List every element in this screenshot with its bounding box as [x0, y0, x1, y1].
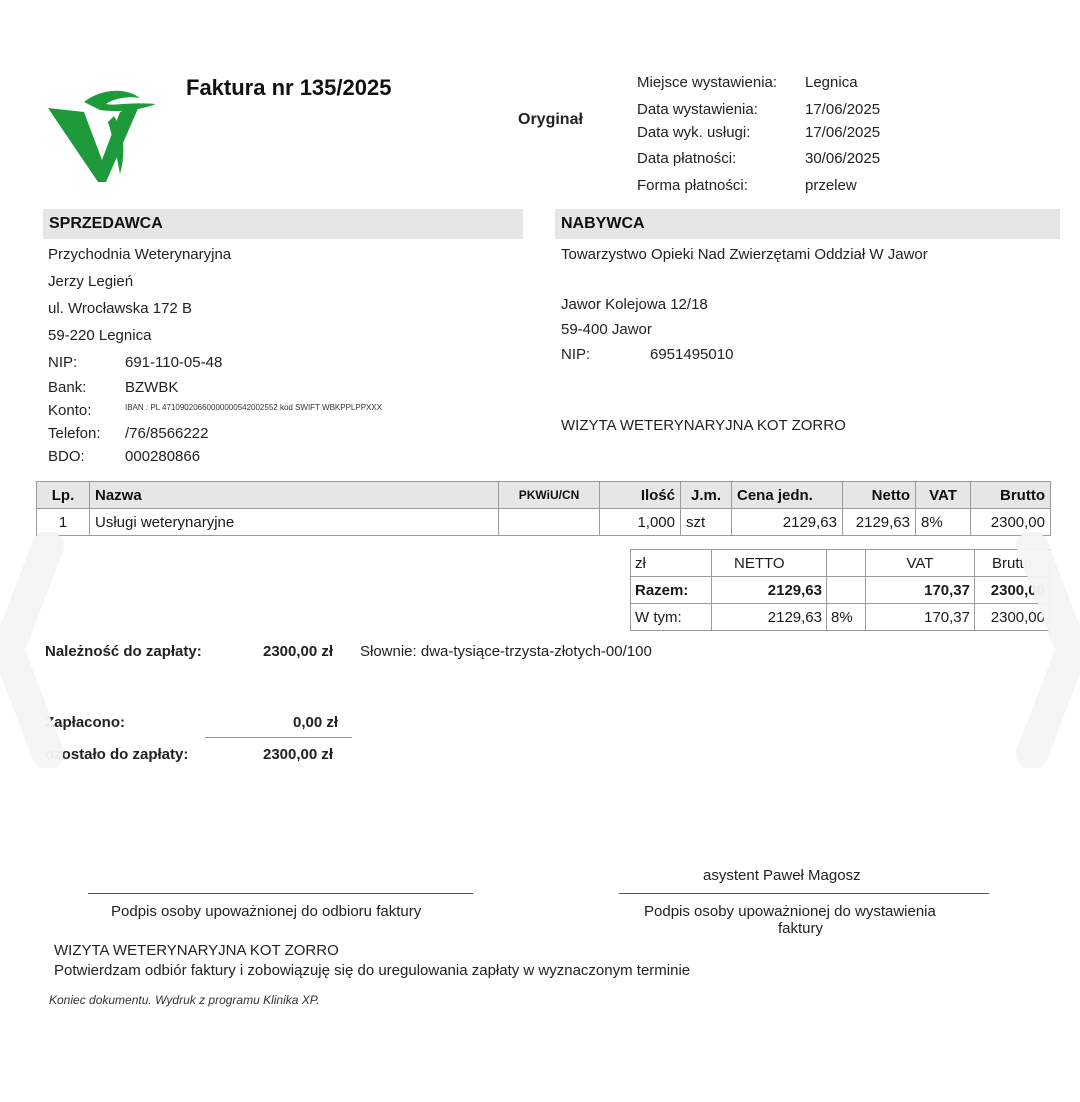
- issuer-name: asystent Paweł Magosz: [703, 867, 861, 884]
- col-lp: Lp.: [37, 482, 90, 509]
- buyer-city: 59-400 Jawor: [561, 321, 652, 338]
- table-row: [37, 509, 1051, 536]
- col-brutto: Brutto: [971, 482, 1051, 509]
- seller-header-text: SPRZEDAWCA: [49, 215, 163, 232]
- summary-head-row: [631, 550, 1050, 577]
- col-vat: VAT: [916, 482, 971, 509]
- seller-konto: IBAN : PL 47109020660000000542002552 kod SWIFT WBKPPLPPXXX: [125, 403, 383, 412]
- seller-konto-label: Konto:: [48, 402, 92, 419]
- cell-lp: 1: [37, 509, 90, 536]
- buyer-note: WIZYTA WETERYNARYJNA KOT ZORRO: [561, 417, 846, 434]
- chevron-left-icon[interactable]: [0, 532, 66, 768]
- sum-razem-empty: [827, 577, 866, 604]
- sum-currency: zł: [631, 550, 712, 577]
- cell-nazwa: Usługi weterynaryjne: [90, 509, 499, 536]
- seller-nip-label: NIP:: [48, 354, 78, 371]
- meta-label: Data płatności:: [637, 150, 737, 167]
- meta-label: Data wyk. usługi:: [637, 124, 751, 141]
- col-nazwa: Nazwa: [90, 482, 499, 509]
- meta-value: 30/06/2025: [805, 150, 881, 167]
- sum-razem-netto: 2129,63: [712, 577, 827, 604]
- left-value: 2300,00 zł: [263, 746, 334, 763]
- cell-pkwiu: [499, 509, 600, 536]
- meta-label: Forma płatności:: [637, 177, 748, 194]
- sum-wtym-netto: 2129,63: [712, 604, 827, 631]
- buyer-header: [555, 209, 1060, 239]
- seller-header: [43, 209, 523, 239]
- col-jm: J.m.: [681, 482, 732, 509]
- paid-label: Zapłacono:: [45, 714, 126, 731]
- issuer-caption-1: Podpis osoby upoważnionej do wystawienia: [644, 903, 936, 920]
- footer-note: WIZYTA WETERYNARYJNA KOT ZORRO: [54, 942, 339, 959]
- issuer-signature-line: [619, 893, 989, 894]
- cell-netto: 2129,63: [843, 509, 916, 536]
- due-words: Słownie: dwa-tysiące-trzysta-złotych-00/100: [360, 643, 652, 660]
- meta-label: Miejsce wystawienia:: [637, 74, 778, 91]
- meta-value: przelew: [805, 177, 857, 194]
- buyer-nip-label: NIP:: [561, 346, 591, 363]
- seller-bank-label: Bank:: [48, 379, 87, 396]
- seller-bdo: 000280866: [125, 448, 201, 465]
- items-table: [36, 481, 1051, 536]
- buyer-street: Jawor Kolejowa 12/18: [561, 296, 708, 313]
- footer-confirm: Potwierdzam odbiór faktury i zobowiązuję się do uregulowania zapłaty w wyznaczonym terminie: [54, 962, 691, 979]
- due-label: Należność do zapłaty:: [45, 643, 202, 660]
- cell-vat: 8%: [916, 509, 971, 536]
- seller-tel: /76/8566222: [125, 425, 209, 442]
- seller-city: 59-220 Legnica: [48, 327, 152, 344]
- sum-razem-label: Razem:: [631, 577, 712, 604]
- seller-bank: BZWBK: [125, 379, 179, 396]
- sum-head-empty: [827, 550, 866, 577]
- cell-cena: 2129,63: [732, 509, 843, 536]
- col-pkwiu: PKWiU/CN: [499, 482, 600, 509]
- receiver-signature-line: [88, 893, 473, 894]
- sum-head-brutto: Brutto: [975, 550, 1050, 577]
- buyer-nip: 6951495010: [650, 346, 734, 363]
- col-netto: Netto: [843, 482, 916, 509]
- meta-label: Data wystawienia:: [637, 101, 758, 118]
- chevron-right-icon[interactable]: [1014, 532, 1080, 768]
- col-cena: Cena jedn.: [732, 482, 843, 509]
- col-ilosc: Ilość: [600, 482, 681, 509]
- buyer-name: Towarzystwo Opieki Nad Zwierzętami Oddział W Jawor: [561, 246, 928, 263]
- sum-wtym-rate: 8%: [827, 604, 866, 631]
- copy-label: Oryginał: [518, 111, 583, 128]
- issuer-caption-2: faktury: [778, 920, 824, 937]
- sum-wtym-label: W tym:: [631, 604, 712, 631]
- footer-end: Koniec dokumentu. Wydruk z programu Klinika XP.: [49, 993, 320, 1007]
- sum-wtym-brutto: 2300,00: [975, 604, 1050, 631]
- summary-table: [630, 549, 1050, 631]
- sum-razem-brutto: 2300,00: [975, 577, 1050, 604]
- sum-head-vat: VAT: [866, 550, 975, 577]
- items-header-row: [37, 482, 1051, 509]
- meta-value: Legnica: [805, 74, 858, 91]
- seller-street: ul. Wrocławska 172 B: [48, 300, 192, 317]
- seller-nip: 691-110-05-48: [125, 354, 223, 371]
- receiver-caption: Podpis osoby upoważnionej do odbioru faktury: [111, 903, 422, 920]
- paid-value: 0,00 zł: [293, 714, 339, 731]
- seller-bdo-label: BDO:: [48, 448, 85, 465]
- paid-underline: [205, 737, 352, 738]
- seller-tel-label: Telefon:: [48, 425, 101, 442]
- meta-value: 17/06/2025: [805, 101, 881, 118]
- due-value: 2300,00 zł: [263, 643, 334, 660]
- seller-name: Przychodnia Weterynaryjna: [48, 246, 232, 263]
- cell-brutto: 2300,00: [971, 509, 1051, 536]
- buyer-header-text: NABYWCA: [561, 215, 645, 232]
- cell-jm: szt: [681, 509, 732, 536]
- veterinary-logo-icon: [44, 82, 159, 187]
- sum-head-netto: NETTO: [712, 550, 827, 577]
- invoice-title: Faktura nr 135/2025: [186, 75, 392, 100]
- left-label: ozostało do zapłaty:: [45, 746, 189, 763]
- cell-ilosc: 1,000: [600, 509, 681, 536]
- seller-owner: Jerzy Legień: [48, 273, 134, 290]
- sum-wtym-vat: 170,37: [866, 604, 975, 631]
- summary-wtym-row: [631, 604, 1050, 631]
- meta-value: 17/06/2025: [805, 124, 881, 141]
- sum-razem-vat: 170,37: [866, 577, 975, 604]
- summary-razem-row: [631, 577, 1050, 604]
